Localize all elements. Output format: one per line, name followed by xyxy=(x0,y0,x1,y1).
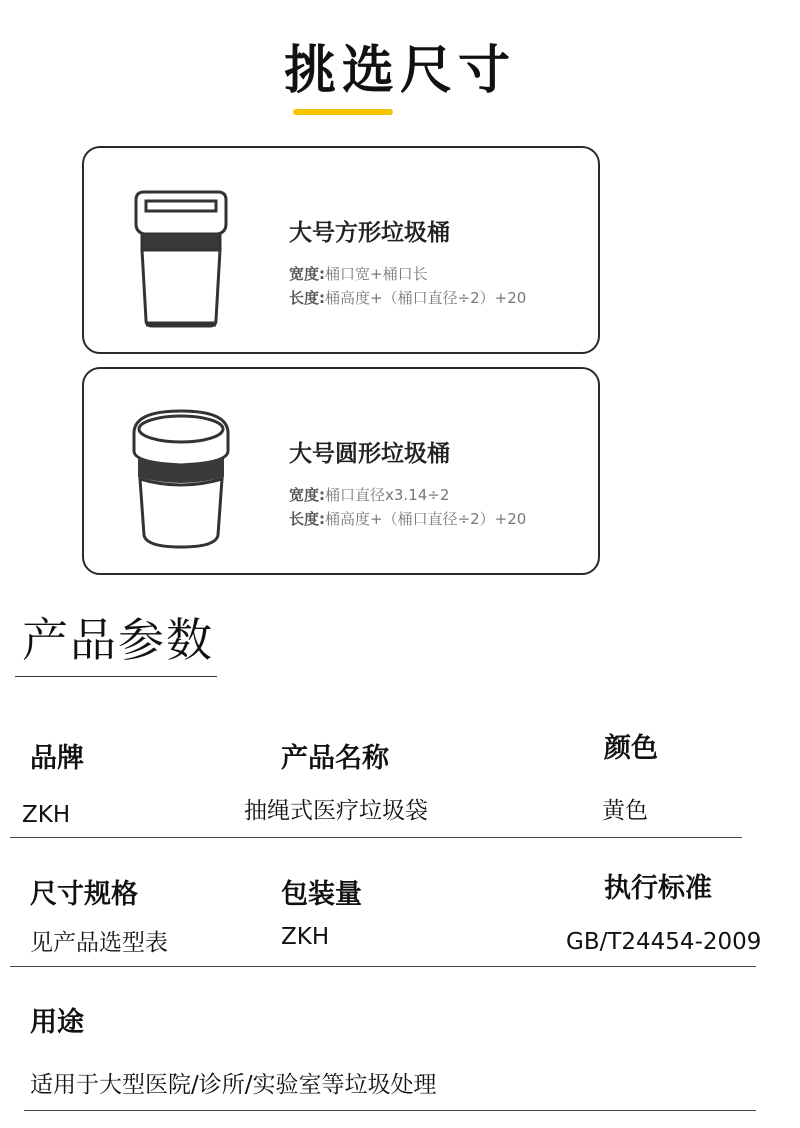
standard-label: 执行标准 xyxy=(604,873,712,904)
width-key: 宽度: xyxy=(289,265,325,283)
package-value: ZKH xyxy=(281,924,330,950)
product-name-label: 产品名称 xyxy=(281,743,389,774)
title-underline xyxy=(293,109,393,115)
size-label: 尺寸规格 xyxy=(30,879,138,910)
params-title: 产品参数 xyxy=(22,613,214,667)
color-value: 黄色 xyxy=(602,798,648,824)
round-bin-icon xyxy=(128,405,234,553)
page-title: 挑选尺寸 xyxy=(283,41,516,101)
usage-value: 适用于大型医院/诊所/实验室等垃圾处理 xyxy=(30,1072,437,1098)
color-label: 颜色 xyxy=(604,733,658,764)
params-title-rule xyxy=(15,676,217,677)
card-title: 大号方形垃圾桶 xyxy=(289,220,450,246)
card-title: 大号圆形垃圾桶 xyxy=(289,441,450,467)
length-formula xyxy=(289,508,526,529)
brand-value: ZKH xyxy=(22,802,71,828)
package-label: 包装量 xyxy=(281,879,362,910)
square-bin-icon xyxy=(128,184,234,332)
width-formula xyxy=(289,263,428,284)
size-card-round xyxy=(82,367,600,575)
standard-value: GB/T24454-2009 xyxy=(566,929,762,955)
row-divider xyxy=(10,837,742,838)
width-key: 宽度: xyxy=(289,486,325,504)
length-key: 长度: xyxy=(289,510,325,528)
row-divider xyxy=(10,966,756,967)
length-value: 桶高度+（桶口直径÷2）+20 xyxy=(325,289,527,307)
row-divider xyxy=(24,1110,756,1111)
size-value: 见产品选型表 xyxy=(30,930,168,956)
width-formula xyxy=(289,484,449,505)
width-value: 桶口宽+桶口长 xyxy=(325,265,428,283)
width-value: 桶口直径x3.14÷2 xyxy=(325,486,450,504)
product-name-value: 抽绳式医疗垃圾袋 xyxy=(244,798,428,824)
brand-label: 品牌 xyxy=(30,743,84,774)
usage-label: 用途 xyxy=(30,1007,84,1038)
length-key: 长度: xyxy=(289,289,325,307)
size-card-square xyxy=(82,146,600,354)
length-value: 桶高度+（桶口直径÷2）+20 xyxy=(325,510,527,528)
length-formula xyxy=(289,287,526,308)
